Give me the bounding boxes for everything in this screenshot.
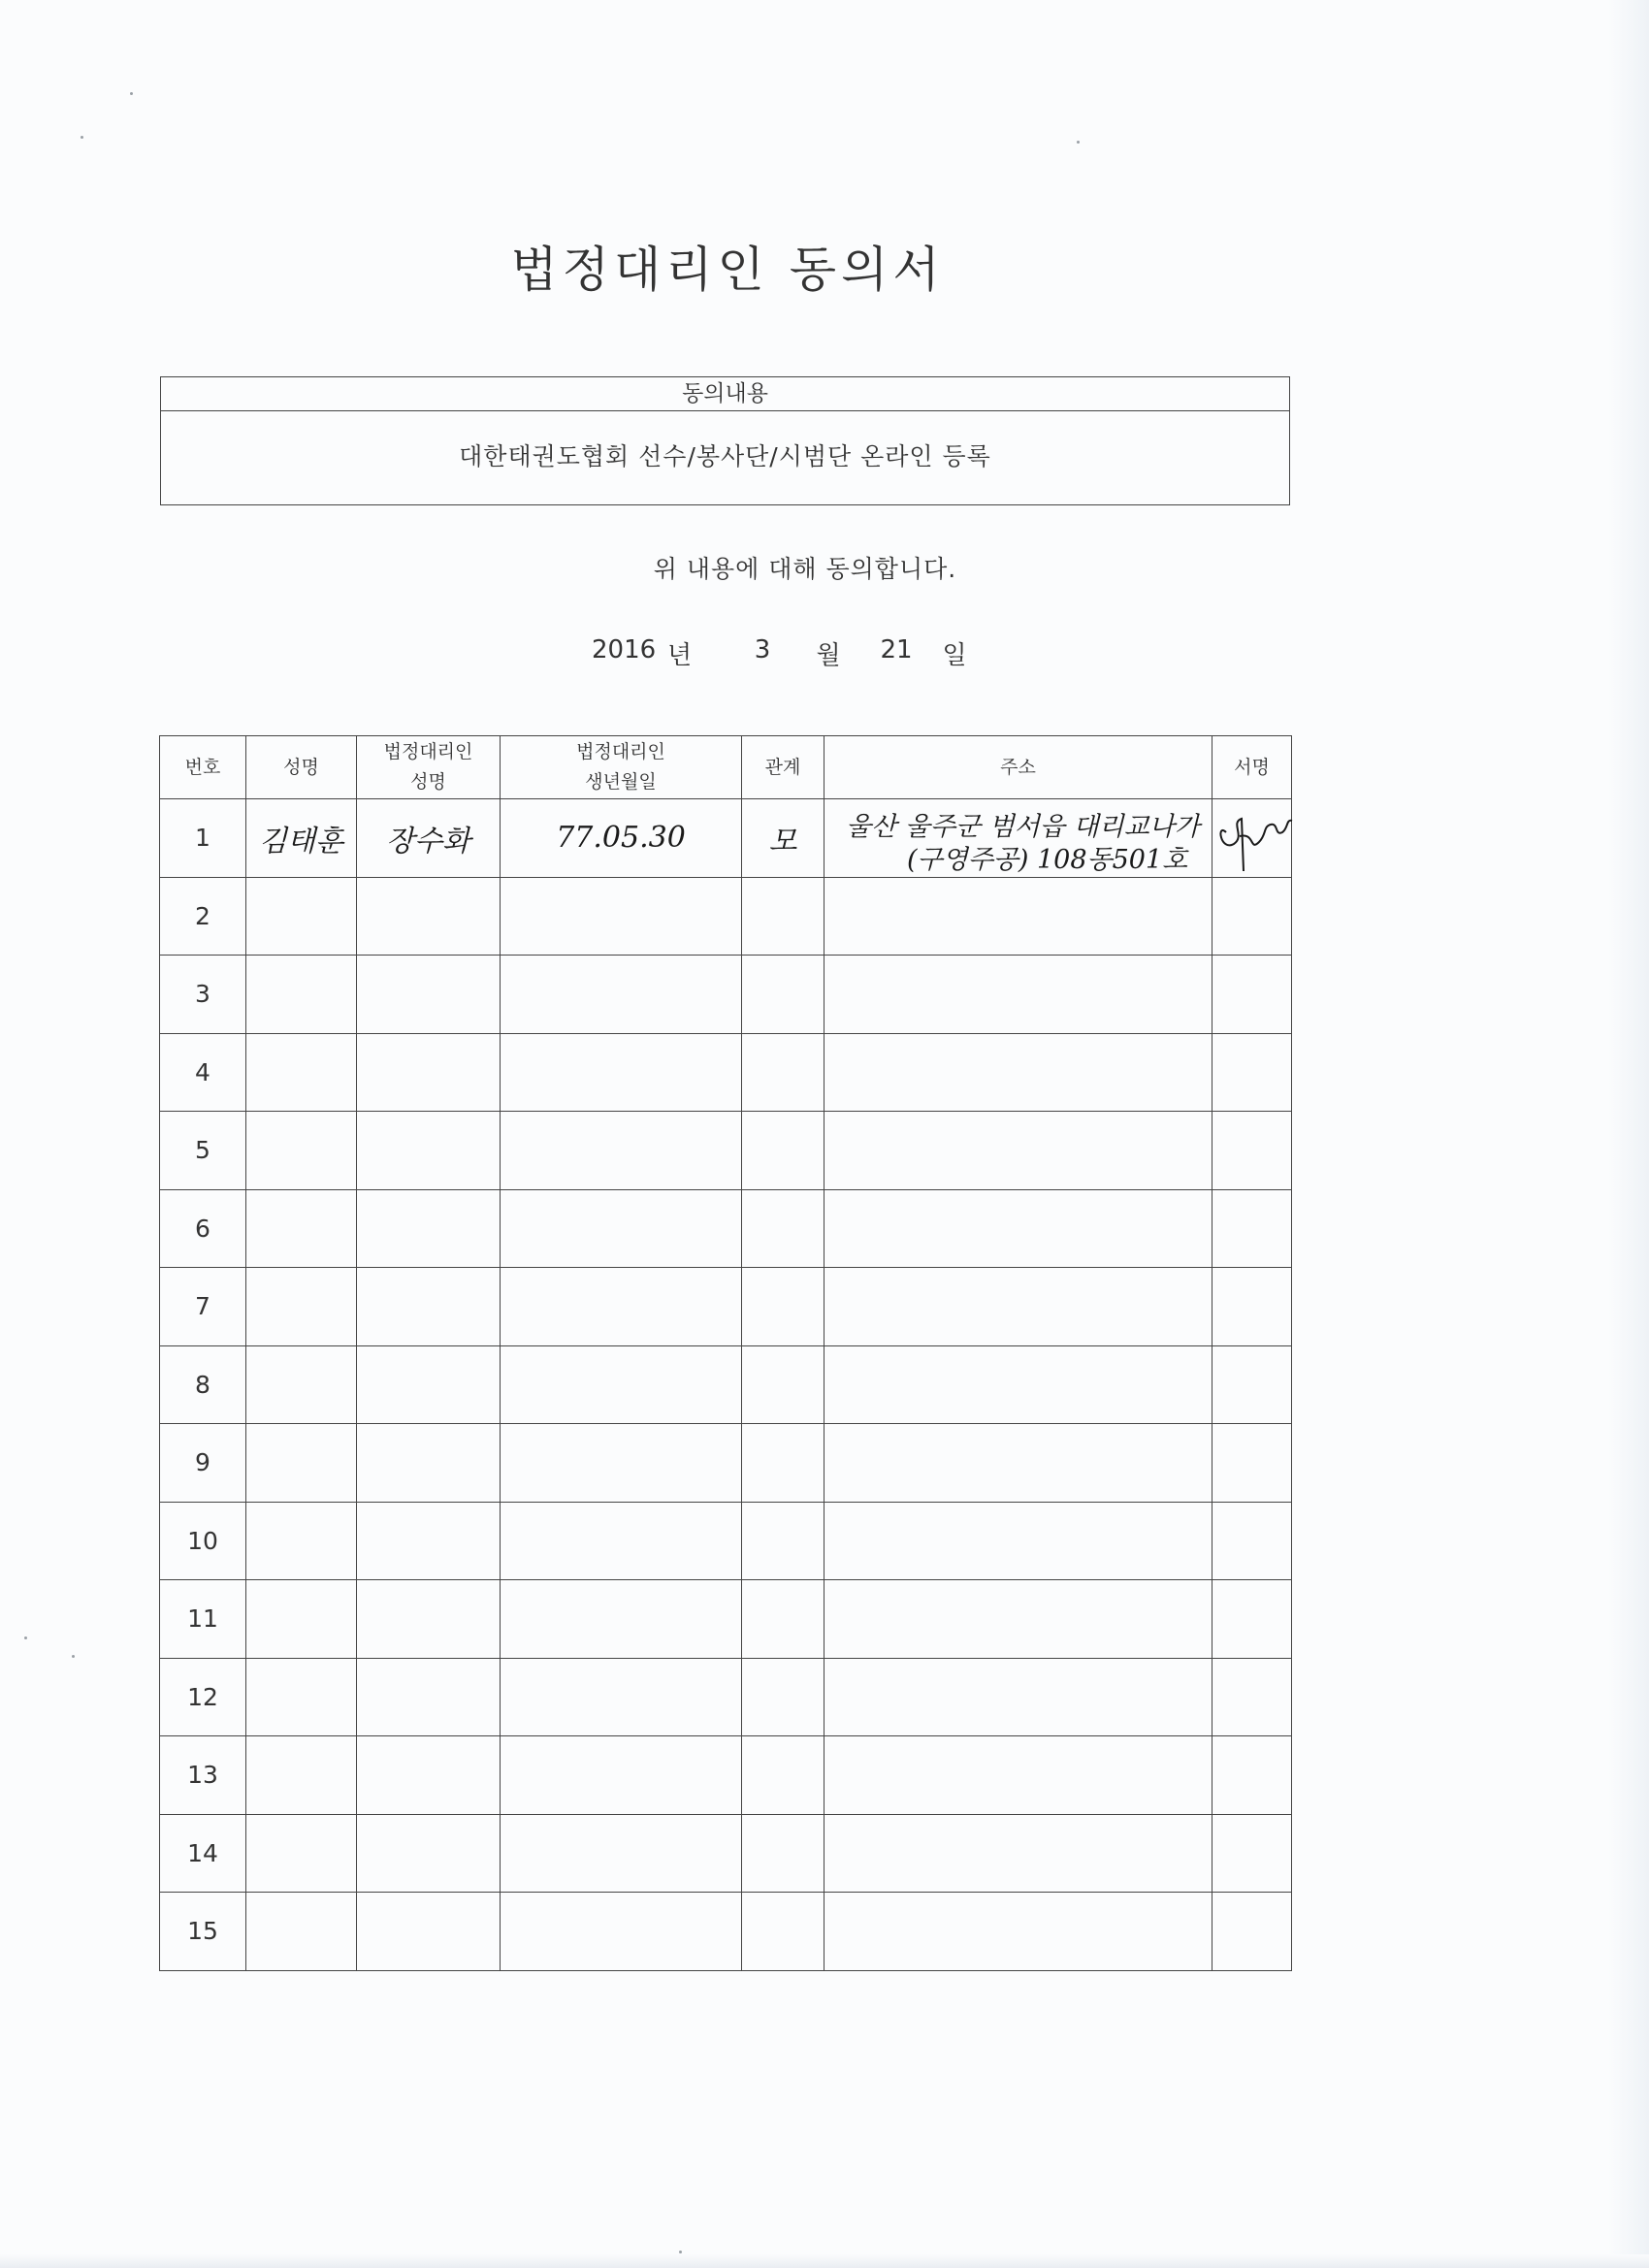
guardian-name (357, 1033, 501, 1112)
relation (742, 799, 824, 878)
table-row (160, 1658, 1292, 1736)
consent-body: 대한태권도협회 선수/봉사단/시범단 온라인 등록 (459, 442, 991, 470)
student-name (246, 877, 357, 956)
row-no: 8 (160, 1345, 246, 1424)
address (824, 956, 1212, 1034)
guardian-name (357, 1268, 501, 1346)
guardian-birth (501, 1189, 742, 1268)
signature-cell (1212, 1502, 1292, 1580)
guardian-birth (501, 1658, 742, 1736)
table-header-row (160, 736, 1292, 799)
guardian-birth (501, 1033, 742, 1112)
guardian-birth (501, 877, 742, 956)
signature-cell (1212, 799, 1292, 878)
consent-content-box (160, 376, 1290, 505)
signature-cell (1212, 1112, 1292, 1190)
scan-speck (679, 2251, 682, 2253)
guardian-name (357, 1580, 501, 1659)
table-row (160, 877, 1292, 956)
address (824, 1424, 1212, 1503)
scan-speck (72, 1655, 75, 1658)
table-row (160, 1268, 1292, 1346)
row-no: 14 (160, 1814, 246, 1893)
row-no: 6 (160, 1189, 246, 1268)
relation (742, 1580, 824, 1659)
page-bottom-shadow (0, 2254, 1649, 2268)
signature-cell (1212, 1268, 1292, 1346)
address (824, 1112, 1212, 1190)
row-no: 12 (160, 1658, 246, 1736)
header-guardian-name-line1: 법정대리인 (383, 741, 473, 762)
guardian-birth (501, 1268, 742, 1346)
guardian-birth (501, 1424, 742, 1503)
address (824, 1736, 1212, 1815)
scan-speck (24, 1636, 27, 1639)
address (824, 1580, 1212, 1659)
guardian-birth (501, 1736, 742, 1815)
address (824, 1814, 1212, 1893)
signature-cell (1212, 877, 1292, 956)
handwritten-address-line2: (구영주공) 108동501호 (907, 845, 1188, 875)
table-row (160, 956, 1292, 1034)
header-signature: 서명 (1212, 736, 1292, 799)
signature-cell (1212, 1658, 1292, 1736)
address (824, 1502, 1212, 1580)
guardian-name (357, 1345, 501, 1424)
guardian-birth (501, 1580, 742, 1659)
header-guardian-birth-line2: 생년월일 (585, 771, 657, 793)
signature-cell (1212, 1424, 1292, 1503)
relation (742, 1893, 824, 1971)
student-name (246, 956, 357, 1034)
relation (742, 1736, 824, 1815)
signature-cell (1212, 1189, 1292, 1268)
handwritten-signature (1207, 794, 1296, 881)
signature-cell (1212, 1736, 1292, 1815)
row-no: 10 (160, 1502, 246, 1580)
scan-speck (1077, 141, 1080, 144)
signature-cell (1212, 1345, 1292, 1424)
address (824, 1268, 1212, 1346)
header-address: 주소 (824, 736, 1212, 799)
table-row (160, 1814, 1292, 1893)
handwritten-relation: 모 (768, 824, 797, 859)
table-row (160, 1424, 1292, 1503)
row-no: 4 (160, 1033, 246, 1112)
address (824, 877, 1212, 956)
guardian-birth (501, 1893, 742, 1971)
consent-header: 동의내용 (161, 377, 1289, 411)
student-name (246, 1033, 357, 1112)
student-name (246, 1893, 357, 1971)
student-name (246, 1112, 357, 1190)
row-no: 1 (160, 799, 246, 878)
student-name (246, 1814, 357, 1893)
guardian-birth (501, 956, 742, 1034)
relation (742, 1345, 824, 1424)
row-no: 13 (160, 1736, 246, 1815)
guardian-birth (501, 1502, 742, 1580)
address (824, 799, 1212, 878)
signature-cell (1212, 1580, 1292, 1659)
page-edge-shadow (1608, 0, 1649, 2268)
handwritten-guardian-name: 장수화 (386, 824, 470, 859)
guardian-name (357, 1502, 501, 1580)
student-name (246, 799, 357, 878)
relation (742, 1112, 824, 1190)
row-no: 15 (160, 1893, 246, 1971)
address (824, 1893, 1212, 1971)
agree-statement: 위 내용에 대해 동의합니다. (653, 555, 957, 583)
header-guardian-name-line2: 성명 (410, 771, 446, 793)
table-row (160, 1893, 1292, 1971)
student-name (246, 1736, 357, 1815)
guardian-name (357, 877, 501, 956)
scan-speck (81, 136, 83, 139)
guardian-name (357, 1893, 501, 1971)
table-row (160, 1502, 1292, 1580)
relation (742, 1814, 824, 1893)
table-row (160, 799, 1292, 878)
signature-cell (1212, 956, 1292, 1034)
guardian-name (357, 1658, 501, 1736)
student-name (246, 1345, 357, 1424)
table-row (160, 1580, 1292, 1659)
row-no: 2 (160, 877, 246, 956)
consent-date (592, 635, 984, 671)
relation (742, 1502, 824, 1580)
address (824, 1345, 1212, 1424)
guardian-birth (501, 1345, 742, 1424)
guardian-birth (501, 1112, 742, 1190)
student-name (246, 1189, 357, 1268)
row-no: 11 (160, 1580, 246, 1659)
signature-cell (1212, 1893, 1292, 1971)
student-name (246, 1502, 357, 1580)
guardian-name (357, 1736, 501, 1815)
guardian-name (357, 1112, 501, 1190)
handwritten-name: 김태훈 (259, 824, 343, 859)
header-no: 번호 (160, 736, 246, 799)
relation (742, 1658, 824, 1736)
handwritten-birthdate: 77.05.30 (556, 821, 686, 856)
header-name: 성명 (246, 736, 357, 799)
table-row (160, 1736, 1292, 1815)
student-name (246, 1268, 357, 1346)
signature-cell (1212, 1033, 1292, 1112)
student-name (246, 1424, 357, 1503)
relation (742, 1424, 824, 1503)
document-title: 법정대리인 동의서 (510, 242, 945, 298)
row-no: 9 (160, 1424, 246, 1503)
relation (742, 1189, 824, 1268)
guardian-roster-table (159, 735, 1292, 1971)
date-year-unit: 년 (667, 641, 693, 670)
student-name (246, 1580, 357, 1659)
signature-cell (1212, 1814, 1292, 1893)
date-month: 3 (754, 635, 771, 664)
row-no: 5 (160, 1112, 246, 1190)
relation (742, 956, 824, 1034)
table-row (160, 1189, 1292, 1268)
address (824, 1033, 1212, 1112)
address (824, 1189, 1212, 1268)
guardian-name (357, 1189, 501, 1268)
header-guardian-birth (501, 736, 742, 799)
row-no: 3 (160, 956, 246, 1034)
row-no: 7 (160, 1268, 246, 1346)
table-row (160, 1345, 1292, 1424)
table-row (160, 1112, 1292, 1190)
guardian-name (357, 1814, 501, 1893)
guardian-birth (501, 1814, 742, 1893)
student-name (246, 1658, 357, 1736)
relation (742, 1268, 824, 1346)
header-guardian-name (357, 736, 501, 799)
guardian-name (357, 1424, 501, 1503)
date-month-unit: 월 (816, 641, 841, 670)
guardian-name (357, 799, 501, 878)
header-guardian-birth-line1: 법정대리인 (576, 741, 665, 762)
relation (742, 1033, 824, 1112)
handwritten-address-line1: 울산 울주군 범서읍 대리교나가 (846, 812, 1200, 842)
table-row (160, 1033, 1292, 1112)
relation (742, 877, 824, 956)
date-day: 21 (880, 635, 913, 664)
address (824, 1658, 1212, 1736)
scan-speck (130, 92, 133, 95)
guardian-name (357, 956, 501, 1034)
guardian-birth (501, 799, 742, 878)
header-relation: 관계 (742, 736, 824, 799)
date-year: 2016 (592, 635, 657, 664)
date-day-unit: 일 (942, 641, 967, 670)
